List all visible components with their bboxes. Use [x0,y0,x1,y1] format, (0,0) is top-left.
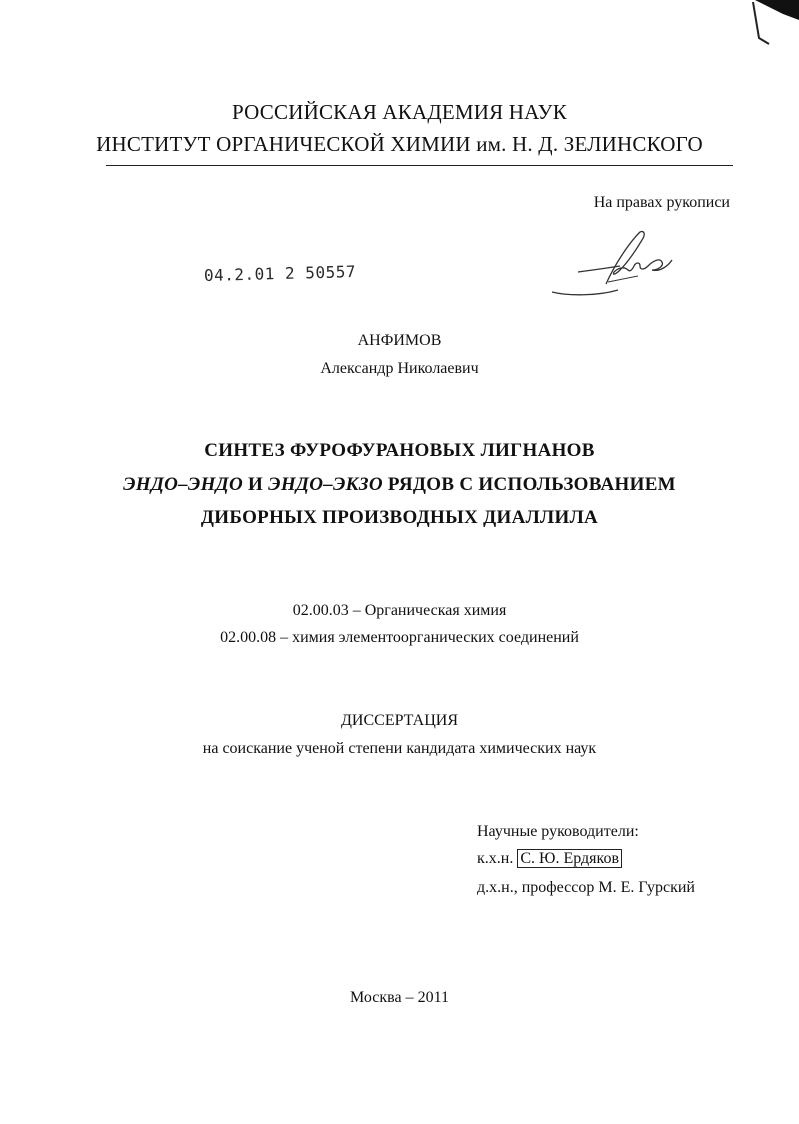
city-year: Москва – 2011 [350,989,449,1006]
title-endo-endo: ЭНДО–ЭНДО [123,474,243,495]
academy-name: РОССИЙСКАЯ АКАДЕМИЯ НАУК [232,100,567,124]
title-line-2-rest: РЯДОВ С ИСПОЛЬЗОВАНИЕМ [382,474,676,495]
specialty-1: 02.00.03 – Органическая химия [292,602,507,619]
title-line-2 [0,474,799,496]
signature-image [548,226,678,302]
document-type: ДИССЕРТАЦИЯ [341,712,458,729]
registration-stamp: 04.2.01 2 50557 [203,262,357,285]
specialty-2: 02.00.08 – химия элементоорганических соединений [220,629,579,646]
author-name: Александр Николаевич [320,360,479,377]
supervisor-1-degree: к.х.н. [477,850,514,867]
supervisor-2: д.х.н., профессор М. Е. Гурский [477,879,695,896]
title-line-3: ДИБОРНЫХ ПРОИЗВОДНЫХ ДИАЛЛИЛА [200,507,599,528]
institute-name: ИНСТИТУТ ОРГАНИЧЕСКОЙ ХИМИИ им. Н. Д. ЗЕЛИНСКОГО [96,132,703,156]
title-line-1: СИНТЕЗ ФУРОФУРАНОВЫХ ЛИГНАНОВ [204,440,595,461]
title-endo-exo: ЭНДО–ЭКЗО [268,474,383,495]
header-divider [106,165,733,166]
supervisor-1 [477,850,622,868]
title-conjunction: И [242,474,269,495]
degree-purpose: на соискание ученой степени кандидата химических наук [202,740,597,757]
supervisor-1-name: С. Ю. Ердяков [517,849,622,868]
author-surname: АНФИМОВ [357,332,442,349]
corner-scan-mark [739,0,799,50]
supervisors-heading: Научные руководители: [477,823,639,840]
manuscript-note: На правах рукописи [593,194,730,211]
